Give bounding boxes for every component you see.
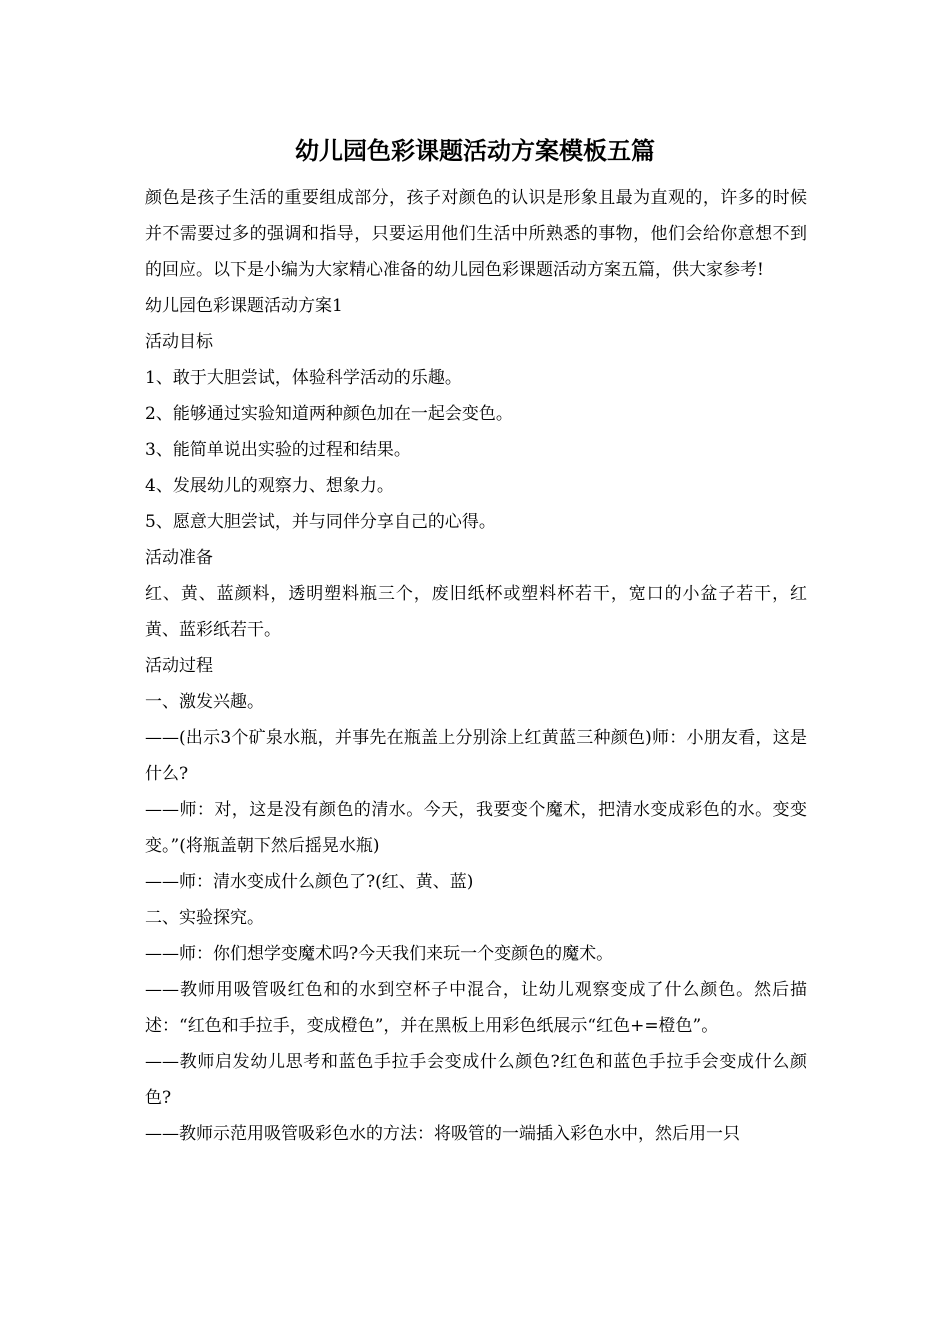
intro-paragraph: 颜色是孩子生活的重要组成部分，孩子对颜色的认识是形象且最为直观的，许多的时候并不需要过多的强调和指导，只要运用他们生活中所熟悉的事物，他们会给你意想不到的回应。以下是小编为大家精心准备的幼儿园色彩课题活动方案五篇，供大家参考! — [145, 188, 807, 280]
subheading-process: 活动过程 — [145, 656, 213, 676]
process-paragraph: ——教师启发幼儿思考和蓝色手拉手会变成什么颜色?红色和蓝色手拉手会变成什么颜色? — [145, 1052, 807, 1108]
goal-item: 3、能简单说出实验的过程和结果。 — [145, 440, 411, 460]
process-paragraph: ——师：你们想学变魔术吗?今天我们来玩一个变颜色的魔术。 — [145, 944, 614, 964]
process-step-heading: 二、实验探究。 — [145, 908, 264, 928]
section-heading: 幼儿园色彩课题活动方案1 — [145, 296, 343, 316]
process-paragraph: ——师：清水变成什么颜色了?(红、黄、蓝) — [145, 872, 474, 892]
subheading-preparation: 活动准备 — [145, 548, 213, 568]
process-paragraph: ——教师示范用吸管吸彩色水的方法：将吸管的一端插入彩色水中，然后用一只 — [145, 1124, 740, 1144]
document-body — [145, 180, 807, 1152]
process-paragraph: ——师：对，这是没有颜色的清水。今天，我要变个魔术，把清水变成彩色的水。变变变。”(将瓶盖朝下然后摇晃水瓶) — [145, 800, 807, 856]
process-paragraph: ——教师用吸管吸红色和的水到空杯子中混合，让幼儿观察变成了什么颜色。然后描述：“红色和手拉手，变成橙色”，并在黑板上用彩色纸展示“红色+=橙色”。 — [145, 980, 807, 1036]
goal-item: 2、能够通过实验知道两种颜色加在一起会变色。 — [145, 404, 513, 424]
subheading-goals: 活动目标 — [145, 332, 213, 352]
preparation-paragraph: 红、黄、蓝颜料，透明塑料瓶三个，废旧纸杯或塑料杯若干，宽口的小盆子若干，红黄、蓝彩纸若干。 — [145, 584, 807, 640]
process-paragraph: ——(出示3个矿泉水瓶，并事先在瓶盖上分别涂上红黄蓝三种颜色)师：小朋友看，这是什么? — [145, 728, 807, 784]
goal-item: 4、发展幼儿的观察力、想象力。 — [145, 476, 394, 496]
process-step-heading: 一、激发兴趣。 — [145, 692, 264, 712]
goal-item: 5、愿意大胆尝试，并与同伴分享自己的心得。 — [145, 512, 496, 532]
goal-item: 1、敢于大胆尝试，体验科学活动的乐趣。 — [145, 368, 462, 388]
document-title: 幼儿园色彩课题活动方案模板五篇 — [295, 136, 655, 165]
